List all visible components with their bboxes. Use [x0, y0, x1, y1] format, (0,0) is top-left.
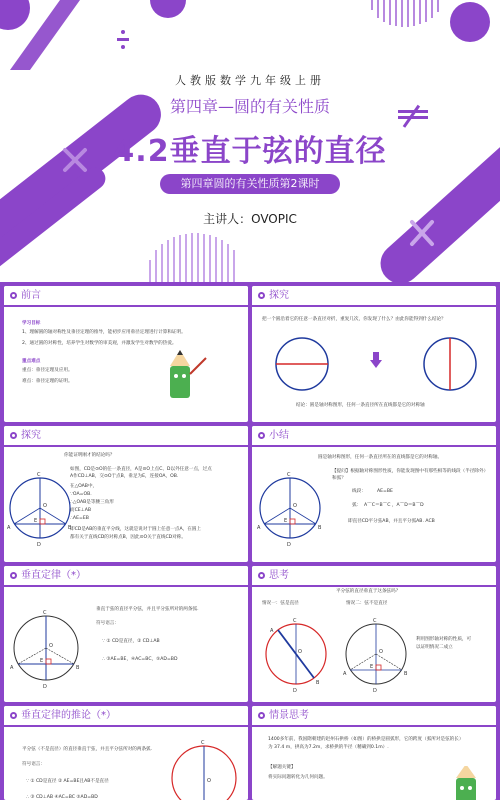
conclusion-text: 结论：圆是轴对称图形，任何一条直径所在直线都是它的对称轴 [296, 403, 425, 408]
label-o: O [49, 643, 53, 649]
slide-header [4, 566, 248, 587]
goal-heading: 学习目标 [22, 321, 41, 326]
label-o: O [379, 649, 383, 655]
label-c: C [373, 618, 377, 624]
proof-line-2: A作CD⊥AB，交⊙O于点B，垂足为E，连接OA，OB. [70, 474, 179, 479]
slide-thumbnail-4[interactable] [252, 426, 496, 562]
summary-line-1: 圆是轴对称图形，任何一条直径所在的直线都是它的对称轴。 [318, 455, 443, 460]
proof-line-3: 在△OAB中， [70, 484, 98, 489]
question-text: 平分弦的直径垂直于这条弦吗？ [336, 589, 401, 594]
scenario-line-1: 1400多年前，我国隋朝建的赵州石拱桥（如图）的桥拱是圆弧形，它的跨度（弧所对是弦的长） [268, 737, 464, 742]
key-line-2: 难点：垂径定理的证明。 [22, 379, 73, 384]
slide-title: 思考 [269, 570, 289, 581]
proof-line-6: 而CE⊥AB [70, 508, 91, 513]
label-o: O [293, 503, 297, 509]
bullet-icon [10, 712, 17, 719]
symbol-given: ∵ ① CD是直径 ② AE=BE且AB不是直径 [26, 779, 109, 784]
circle-diagram [6, 596, 86, 700]
label-b: B [68, 525, 72, 531]
symbol-heading: 符号语言： [22, 762, 45, 767]
summary-question: 【提问】根据轴对称图形性质，你能发现图中有那些相等的线段（半径除外）和弧？ [332, 469, 489, 481]
slide-header [4, 286, 248, 307]
slide-header [252, 566, 496, 587]
title-slide[interactable] [0, 0, 500, 282]
case-one-diagram [256, 608, 336, 700]
label-d: D [293, 688, 297, 694]
slide-title: 前言 [21, 290, 41, 301]
slide-header [252, 426, 496, 447]
slide-title: 探究 [21, 430, 41, 441]
proof-line-5: ∴△OAB是等腰三角形 [70, 500, 114, 505]
main-title: 4.2垂直于弦的直径 [113, 134, 387, 169]
label-b: B [316, 680, 320, 686]
speaker-label: 主讲人：OVOPIC [203, 212, 297, 226]
label-o: O [207, 778, 211, 784]
label-d: D [37, 542, 41, 548]
label-e: E [370, 664, 374, 670]
case-two-diagram [338, 608, 414, 700]
label-e: E [40, 658, 44, 664]
circle-fold-diagram [272, 336, 482, 396]
key-line-1: 重点：垂径定理及应用。 [22, 368, 73, 373]
slide-thumbnail-6[interactable] [252, 566, 496, 702]
label-c: C [43, 610, 47, 616]
scenario-line-2: 为 37.4 m，拱高为7.2m，求桥拱的半径（精确到0.1m）. [268, 745, 389, 750]
slide-header [252, 286, 496, 307]
slide-title: 垂直定律（*） [21, 570, 86, 581]
bullet-icon [258, 292, 265, 299]
slide-title: 情景思考 [269, 710, 309, 721]
label-d: D [373, 688, 377, 694]
label-c: C [37, 472, 41, 478]
symbol-given: ∵ ① CD是直径，② CD⊥AB [102, 639, 160, 644]
label-a: A [270, 628, 274, 634]
series-label: 人教版数学九年级上册 [175, 74, 325, 87]
goal-line-1: 1、理解圆的轴对称性及垂径定理的推导，能初步应用垂径定理进行计算和证明。 [22, 330, 186, 335]
circle-diagram [164, 732, 244, 800]
lesson-pill: 第四章圆的有关性质第2课时 [160, 174, 340, 194]
slide-thumbnail-8[interactable] [252, 706, 496, 800]
label-b: B [318, 525, 322, 531]
question-text: 把一个圆沿着它的任意一条直径对折，重复几次，你发现了什么？由此你能得到什么结论？ [262, 317, 446, 322]
slide-title: 探究 [269, 290, 289, 301]
question-text: 你能证明刚才的结论吗？ [64, 453, 115, 458]
goal-line-2: 2、通过圆的对称性，培养学生对数学的审美观，并激发学生对数学的热爱。 [22, 341, 177, 346]
slide-thumbnail-grid [0, 282, 500, 800]
pencil-mascot-icon [442, 766, 492, 800]
label-a: A [257, 525, 261, 531]
proof-line-9: 都有关于直线CD的对称点B，因此⊙O关于直线CD对称。 [70, 535, 186, 540]
segments-label: 线段： [352, 489, 366, 494]
reason-line-1: 利用图形轴对称的性质，可 [416, 637, 472, 642]
slide-header [4, 706, 248, 727]
bullet-icon [10, 292, 17, 299]
slide-header [4, 426, 248, 447]
label-e: E [34, 518, 38, 524]
slide-thumbnail-3[interactable] [4, 426, 248, 562]
theorem-text: 垂直于弦的直径平分弦，并且平分弦所对的两条弧. [96, 607, 199, 612]
slide-header [252, 706, 496, 727]
segments-value: AE=BE [377, 489, 393, 494]
bullet-icon [258, 432, 265, 439]
chapter-title: 第四章—圆的有关性质 [169, 97, 330, 116]
key-text: 将实际问题转化为几何问题。 [268, 775, 328, 780]
summary-conclusion: 即直径CD平分弦AB，并且平分弧AB. ACB [348, 519, 435, 524]
proof-line-7: ∴AE=EB [70, 516, 89, 521]
reason-line-2: 以证明情况二成立 [416, 645, 453, 650]
circle-diagram [256, 456, 324, 560]
bullet-icon [10, 572, 17, 579]
symbol-conclusion: ∴ ③AE=BE，④AC=BC，⑤AD=BD [102, 657, 178, 662]
key-heading: 重点难点 [22, 359, 41, 364]
slide-title: 小结 [269, 430, 289, 441]
label-c: C [287, 472, 291, 478]
label-c: C [293, 618, 297, 624]
bullet-icon [258, 572, 265, 579]
slide-thumbnail-5[interactable] [4, 566, 248, 702]
label-d: D [287, 542, 291, 548]
circle-diagram [6, 456, 74, 560]
label-e: E [284, 518, 288, 524]
arcs-value: A⌒C＝B⌒C ，A⌒D＝B⌒D [364, 503, 424, 508]
slide-thumbnail-7[interactable] [4, 706, 248, 800]
bullet-icon [10, 432, 17, 439]
label-d: D [43, 684, 47, 690]
proof-line-1: 如图，CD是⊙O的任一条直径，A是⊙O上点C、D以外任意一点，过点 [70, 467, 212, 472]
label-o: O [298, 649, 302, 655]
slide-thumbnail-1[interactable] [4, 286, 248, 422]
label-c: C [201, 740, 205, 746]
label-o: O [43, 503, 47, 509]
label-b: B [404, 671, 408, 677]
arcs-label: 弧： [352, 503, 362, 508]
corollary-text: 平分弦（不是直径）的直径垂直于弦，并且平分弦所对的两条弧. [22, 747, 153, 752]
key-heading: 【解题关键】 [268, 765, 296, 770]
case-one-label: 情况一：弦是直径 [262, 601, 299, 606]
label-a: A [10, 665, 14, 671]
label-a: A [343, 671, 347, 677]
label-a: A [7, 525, 11, 531]
pencil-mascot-icon [154, 346, 214, 406]
label-b: B [76, 665, 80, 671]
bullet-icon [258, 712, 265, 719]
proof-line-4: ∵OA=OB. [70, 492, 92, 497]
slide-title: 垂直定律的推论（*） [21, 710, 116, 721]
symbol-heading: 符号语言： [96, 621, 119, 626]
proof-line-8: 即CD是AB的垂直平分线，这就是说对于圆上任意一点A，在圆上 [70, 527, 202, 532]
slide-thumbnail-2[interactable] [252, 286, 496, 422]
symbol-conclusion: ∴ ③ CD⊥AB ④AC=BC ⑤AD=BD [26, 795, 98, 800]
case-two-label: 情况二：弦不是直径 [346, 601, 388, 606]
